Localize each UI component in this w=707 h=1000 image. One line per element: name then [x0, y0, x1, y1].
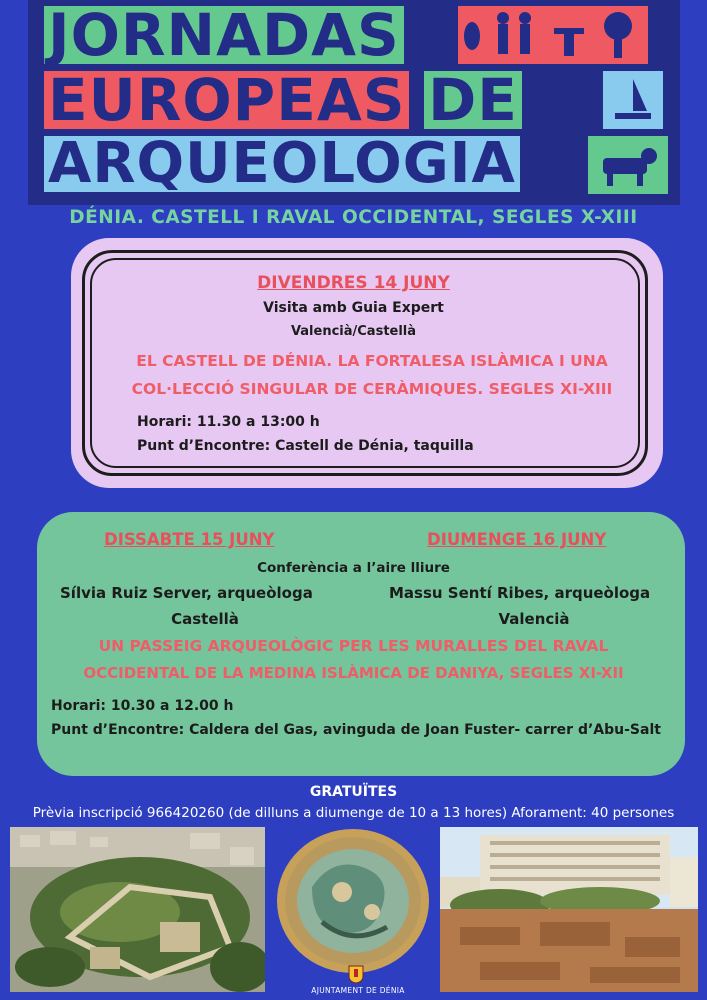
- event1-title-line2: COL·LECCIÓ SINGULAR DE CERÀMIQUES. SEGLES XI-XIII: [131, 380, 613, 398]
- event2-horari: Horari: 10.30 a 12.00 h: [51, 698, 234, 714]
- event2-type: Conferència a l’aire lliure: [257, 560, 450, 576]
- event1-horari: Horari: 11.30 a 13:00 h: [137, 414, 320, 430]
- title-word-arqueologia: ARQUEOLOGIA: [44, 136, 520, 192]
- event2-date-sunday: DIUMENGE 16 JUNY: [427, 530, 607, 549]
- event2-language-left: Castellà: [171, 610, 239, 628]
- castle-photo: [10, 827, 265, 992]
- ceramic-bowl-photo: [272, 827, 434, 975]
- header-banner: [28, 0, 680, 205]
- event1-type: Visita amb Guia Expert: [263, 300, 444, 316]
- event2-language-right: Valencià: [498, 610, 570, 628]
- event1-title-line1: EL CASTELL DE DÉNIA. LA FORTALESA ISLÀMICA I UNA: [136, 352, 608, 370]
- event1-date: DIVENDRES 14 JUNY: [257, 273, 450, 293]
- excavation-site-photo: [440, 827, 698, 992]
- event2-punt: Punt d’Encontre: Caldera del Gas, avinguda de Joan Fuster- carrer d’Abu-Salt: [51, 722, 661, 738]
- subtitle: DÉNIA. CASTELL I RAVAL OCCIDENTAL, SEGLES X-XIII: [69, 207, 638, 228]
- registration-info: Prèvia inscripció 966420260 (de dilluns a diumenge de 10 a 13 hores) Aforament: 40 persones: [32, 805, 675, 821]
- title-word-europeas: EUROPEAS: [44, 71, 409, 129]
- title-line-1: [44, 1, 404, 69]
- amphora-icon: [458, 6, 648, 64]
- event2-speaker-right: Massu Sentí Ribes, arqueòloga: [389, 584, 651, 602]
- city-council-label: AJUNTAMENT DE DÉNIA: [311, 986, 405, 995]
- title-decoration-row1: [458, 6, 648, 64]
- free-label: GRATUÏTES: [309, 784, 398, 800]
- title-word-jornadas: JORNADAS: [44, 6, 404, 64]
- event2-title-line2: OCCIDENTAL DE LA MEDINA ISLÀMICA DE DANIYA, SEGLES XI-XII: [83, 664, 624, 682]
- dénia-crest-icon: [348, 964, 364, 984]
- event2-speaker-left: Sílvia Ruiz Server, arqueòloga: [60, 584, 313, 602]
- event1-punt: Punt d’Encontre: Castell de Dénia, taquilla: [137, 438, 474, 454]
- title-line-2: [44, 66, 522, 134]
- event1-language: Valencià/Castellà: [290, 324, 417, 339]
- event2-date-saturday: DISSABTE 15 JUNY: [104, 530, 275, 549]
- title-word-de: DE: [424, 71, 522, 129]
- animal-icon: [588, 136, 668, 194]
- boat-icon: [603, 71, 663, 129]
- event2-title-line1: UN PASSEIG ARQUEOLÒGIC PER LES MURALLES DEL RAVAL: [98, 637, 609, 655]
- title-line-3: [44, 131, 520, 196]
